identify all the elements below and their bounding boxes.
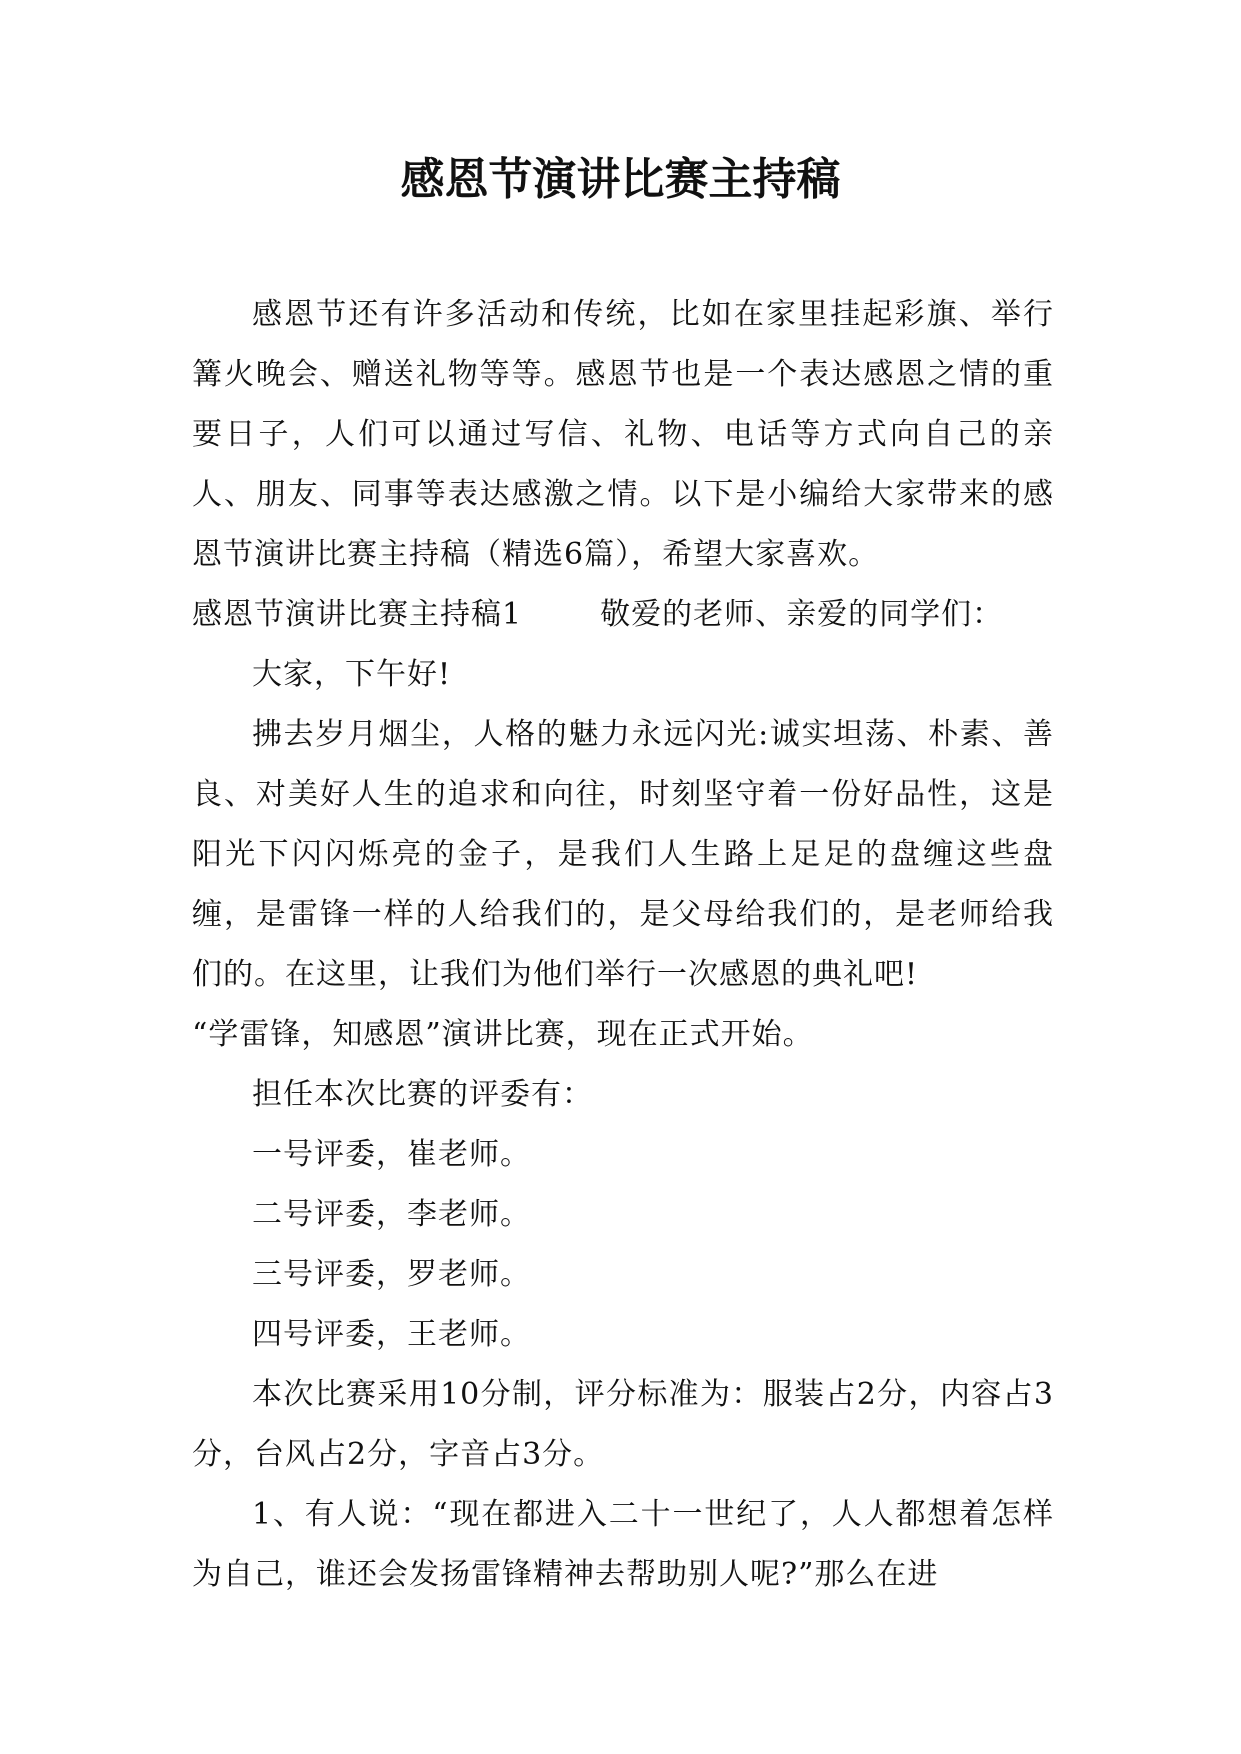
body-paragraph-1: 拂去岁月烟尘，人格的魅力永远闪光:诚实坦荡、朴素、善良、对美好人生的追求和向往，时刻坚守着一份好品性，这是阳光下闪闪烁亮的金子，是我们人生路上足足的盘缠这些盘缠，是雷锋一样的人给我们的，是父母给我们的，是老师给我们的。在这里，让我们为他们举行一次感恩的典礼吧! [192,717,1054,992]
body-paragraph-2: “学雷锋，知感恩”演讲比赛，现在正式开始。 [192,1017,814,1052]
judges-intro: 担任本次比赛的评委有： [252,1077,593,1112]
judge-line: 三号评委，罗老师。 [252,1257,531,1292]
greeting-paragraph: 大家，下午好! [252,657,452,692]
judge-line: 一号评委，崔老师。 [252,1137,531,1172]
item-1-paragraph: 1、有人说：“现在都进入二十一世纪了，人人都想着怎样为自己，谁还会发扬雷锋精神去帮助别人呢?”那么在进 [192,1497,1054,1592]
document-title: 感恩节演讲比赛主持稿 [400,154,841,205]
section-heading-line [192,585,1054,645]
document-body [192,285,1054,1605]
intro-paragraph: 感恩节还有许多活动和传统，比如在家里挂起彩旗、举行篝火晚会、赠送礼物等等。感恩节也是一个表达感恩之情的重要日子，人们可以通过写信、礼物、电话等方式向自己的亲人、朋友、同事等表达感激之情。以下是小编给大家带来的感恩节演讲比赛主持稿（精选6篇），希望大家喜欢。 [192,297,1054,572]
scoring-paragraph: 本次比赛采用10分制，评分标准为：服装占2分，内容占3分，台风占2分，字音占3分。 [192,1377,1054,1472]
judge-line: 四号评委，王老师。 [252,1317,531,1352]
salutation: 敬爱的老师、亲爱的同学们： [600,597,1004,632]
section-heading: 感恩节演讲比赛主持稿1 [192,597,523,632]
judge-line: 二号评委，李老师。 [252,1197,531,1232]
